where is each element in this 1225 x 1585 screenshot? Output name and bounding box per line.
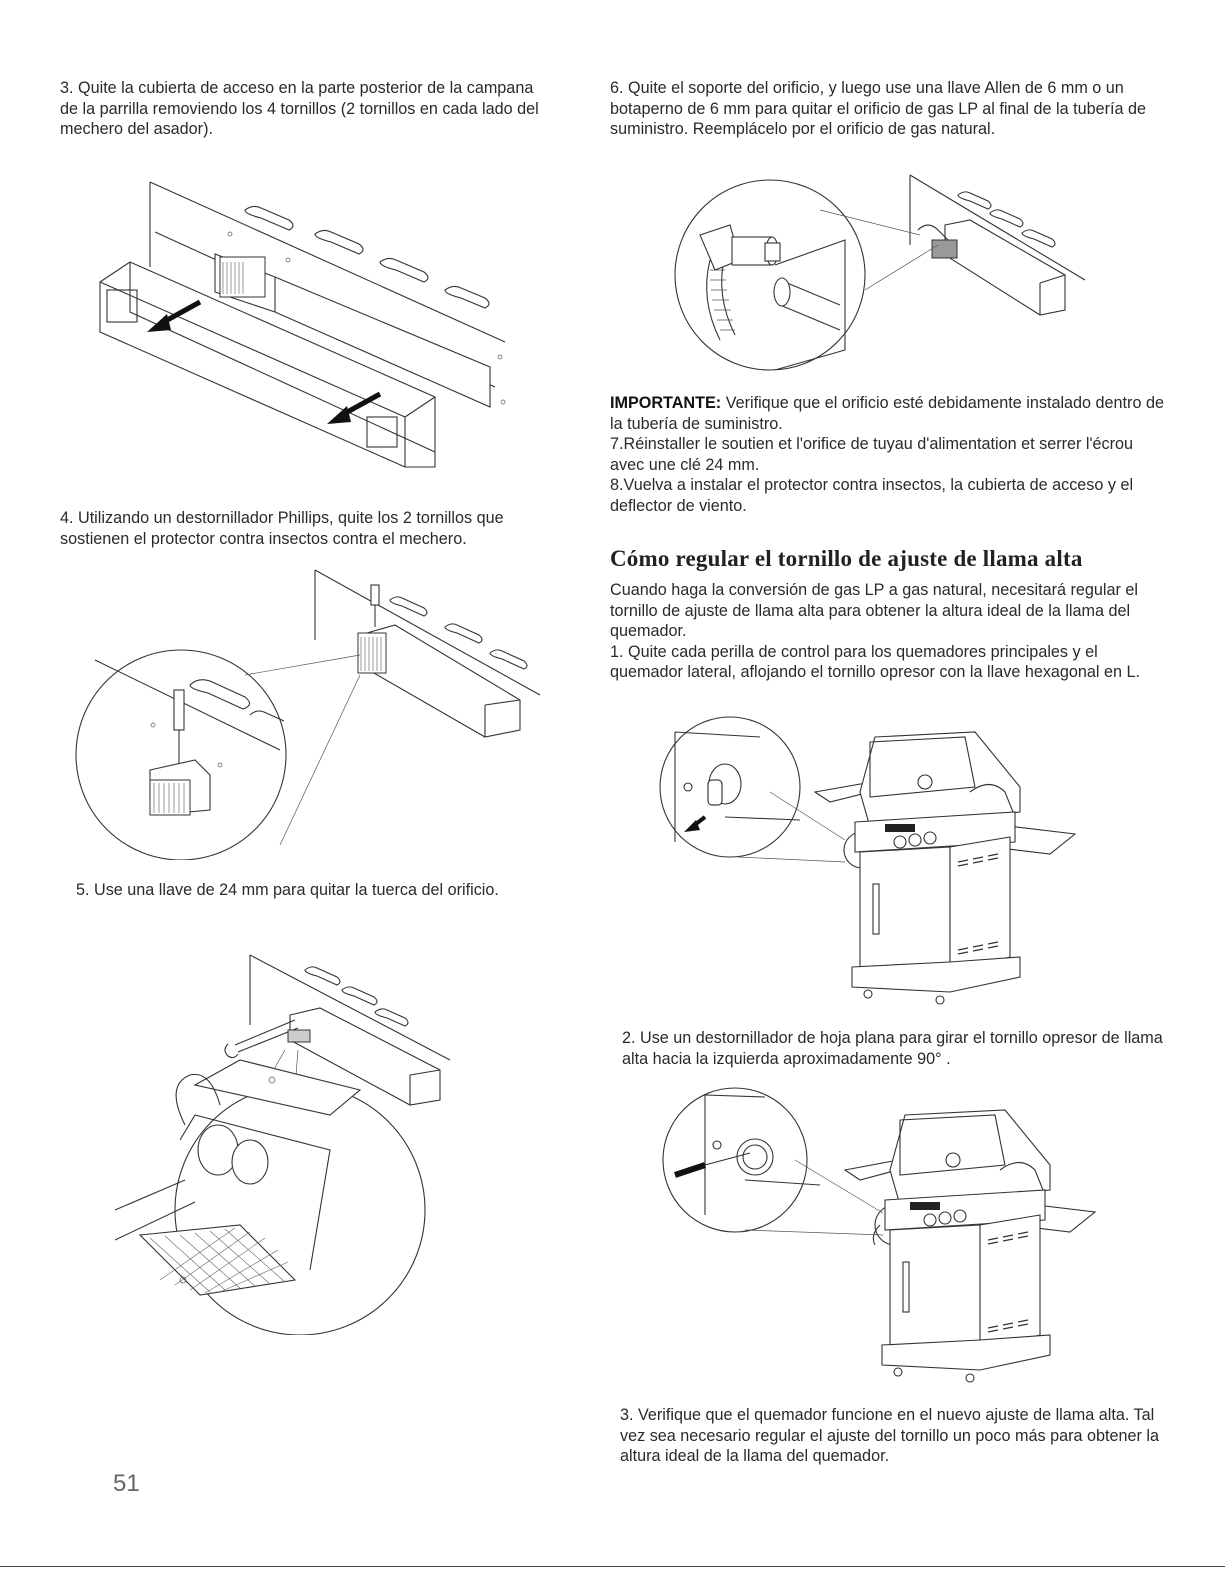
step-7-text: 7.Réinstaller le soutien et l'orifice de tuyau d'alimentation et serrer l'écrou avec une clé 24 mm. (610, 435, 1134, 474)
important-note (610, 393, 1170, 516)
wrench-orifice-nut-illustration (110, 940, 460, 1335)
orifice-removal-illustration (670, 165, 1090, 380)
step-3-text: 3. Quite la cubierta de acceso en la parte posterior de la campana de la parrilla removiendo los 4 tornillos (2 tornillos en cada lado del mechero del asador). (60, 79, 539, 138)
section-intro (610, 580, 1170, 683)
sub-step-2-text: 2. Use un destornillador de hoja plana para girar el tornillo opresor de llama alta hacia la izquierda aproximadamente 90° . (622, 1029, 1163, 1068)
step-8-text: 8.Vuelva a instalar el protector contra insectos, la cubierta de acceso y el deflector de viento. (610, 476, 1134, 515)
section-heading: Cómo regular el tornillo de ajuste de llama alta (610, 546, 1083, 571)
important-text: Verifique que el orificio esté debidamente instalado dentro de la tubería de suministro. (610, 394, 1164, 433)
important-label: IMPORTANTE: (610, 394, 722, 412)
step-6-text: 6. Quite el soporte del orificio, y luego use una llave Allen de 6 mm o un botaperno de 6 mm para quitar el orificio de gas LP al final de la tubería de suministro. Reemplácelo por el orificio de gas natural. (610, 79, 1147, 138)
sub-step-1-text: 1. Quite cada perilla de control para los quemadores principales y el quemador lateral, aflojando el tornillo opresor con la llave hexagonal en L. (610, 642, 1141, 681)
insect-guard-screwdriver-illustration (75, 565, 545, 860)
burner-access-cover-illustration (95, 172, 515, 472)
sub-step-3-text: 3. Verifique que el quemador funcione en el nuevo ajuste de llama alta. Tal vez sea necesario regular el ajuste del tornillo un poco más para obtener la altura ideal de la llama del quemador. (620, 1406, 1160, 1465)
bottom-divider (0, 1566, 1225, 1567)
step-5-text: 5. Use una llave de 24 mm para quitar la tuerca del orificio. (76, 881, 499, 899)
grill-high-flame-screw-illustration (655, 1085, 1100, 1390)
intro-text: Cuando haga la conversión de gas LP a gas natural, necesitará regular el tornillo de ajuste de llama alta para obtener la altura ideal de la llama del quemador. (610, 581, 1138, 640)
step-4-text: 4. Utilizando un destornillador Phillips, quite los 2 tornillos que sostienen el protector contra insectos contra el mechero. (60, 509, 504, 548)
grill-knob-removal-illustration (630, 712, 1085, 1012)
page-number: 51 (113, 1470, 140, 1497)
